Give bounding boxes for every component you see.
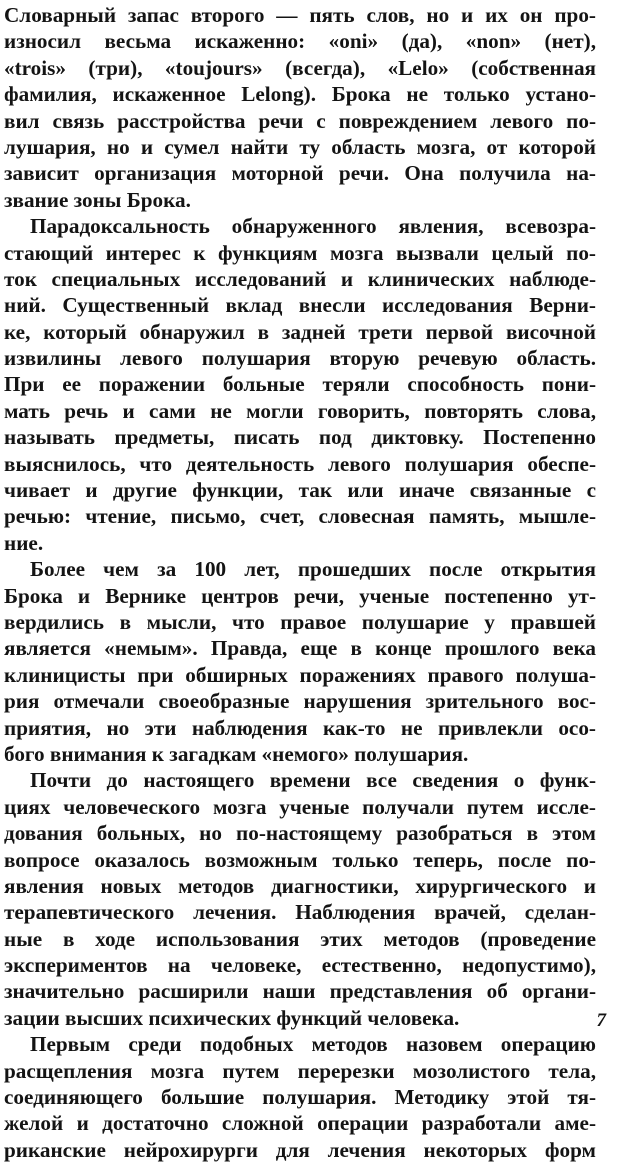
text-line: извилины левого полушария вторую речевую область. (4, 346, 596, 371)
text-line: клиницисты при обширных поражениях правого полуша- (4, 662, 596, 687)
text-line: вил связь расстройства речи с повреждением левого по- (4, 108, 596, 133)
text-line: циях человеческого мозга ученые получали путем иссле- (4, 794, 596, 819)
text-line: явления новых методов диагностики, хирургического и (4, 873, 596, 898)
text-line: стающий интерес к функциям мозга вызвали целый по- (4, 240, 596, 265)
text-line: зависит организация моторной речи. Она получила на- (4, 161, 596, 186)
text-line: вопросе оказалось возможным только теперь, после по- (4, 847, 596, 872)
text-line: речью: чтение, письмо, счет, словесная память, мышле- (4, 504, 596, 529)
text-line: мать речь и сами не могли говорить, повторять слова, (4, 398, 596, 423)
text-line: желой и достаточно сложной операции разработали аме- (4, 1111, 596, 1136)
text-line: дования больных, но по-настоящему разобраться в этом (4, 821, 596, 846)
text-line: зации высших психических функций человека. (4, 1005, 460, 1030)
text-line: выяснилось, что деятельность левого полушария обеспе- (4, 451, 596, 476)
text-line: значительно расширили наши представления об органи- (4, 979, 596, 1004)
text-line: Парадоксальность обнаруженного явления, всевозра- (30, 214, 596, 239)
text-line: экспериментов на человеке, естественно, недопустимо), (4, 953, 596, 978)
text-line: Первым среди подобных методов назовем операцию (30, 1032, 596, 1057)
text-line: Словарный запас второго — пять слов, но и их он про- (4, 3, 596, 27)
text-line: вердились в мысли, что правое полушарие у правшей (4, 609, 596, 634)
text-line: звание зоны Брока. (4, 187, 191, 212)
text-line: рия отмечали своеобразные нарушения зрительного вос- (4, 689, 596, 714)
text-line: ке, который обнаружил в задней трети первой височной (4, 319, 596, 344)
text-line: ний. Существенный вклад внесли исследования Верни- (4, 293, 596, 318)
text-line: фамилия, искаженное Lelong). Брока не только устано- (4, 82, 596, 107)
text-line: ные в ходе использования этих методов (проведение (4, 926, 596, 951)
body-text (4, 2, 596, 1163)
text-line: бого внимания к загадкам «немого» полушария. (4, 741, 469, 766)
text-line: чивает и другие функции, так или иначе связанные с (4, 478, 596, 503)
page-number: 7 (596, 1010, 606, 1031)
text-line: приятия, но эти наблюдения как-то не привлекли осо- (4, 715, 596, 740)
text-line: называть предметы, писать под диктовку. Постепенно (4, 425, 596, 450)
text-line: При ее поражении больные теряли способность пони- (4, 372, 596, 397)
text-line: является «немым». Правда, еще в конце прошлого века (4, 636, 596, 661)
text-line: ток специальных исследований и клинических наблюде- (4, 266, 596, 291)
text-line: терапевтического лечения. Наблюдения врачей, сделан- (4, 900, 596, 925)
text-line: лушария, но и сумел найти ту область мозга, от которой (4, 134, 596, 159)
text-line: Более чем за 100 лет, прошедших после открытия (30, 557, 596, 582)
text-line: Брока и Вернике центров речи, ученые постепенно ут- (4, 583, 596, 608)
text-line: соединяющего большие полушария. Методику этой тя- (4, 1085, 596, 1110)
text-line: ние. (4, 530, 44, 555)
text-line: Почти до настоящего времени все сведения о функ- (30, 768, 596, 793)
text-line: расщепления мозга путем перерезки мозолистого тела, (4, 1058, 596, 1083)
text-line: «trois» (три), «toujours» (всегда), «Lelo» (собственная (4, 55, 596, 80)
text-line: риканские нейрохирурги для лечения некоторых форм (4, 1137, 596, 1162)
text-line: износил весьма искаженно: «oni» (да), «non» (нет), (4, 29, 596, 54)
